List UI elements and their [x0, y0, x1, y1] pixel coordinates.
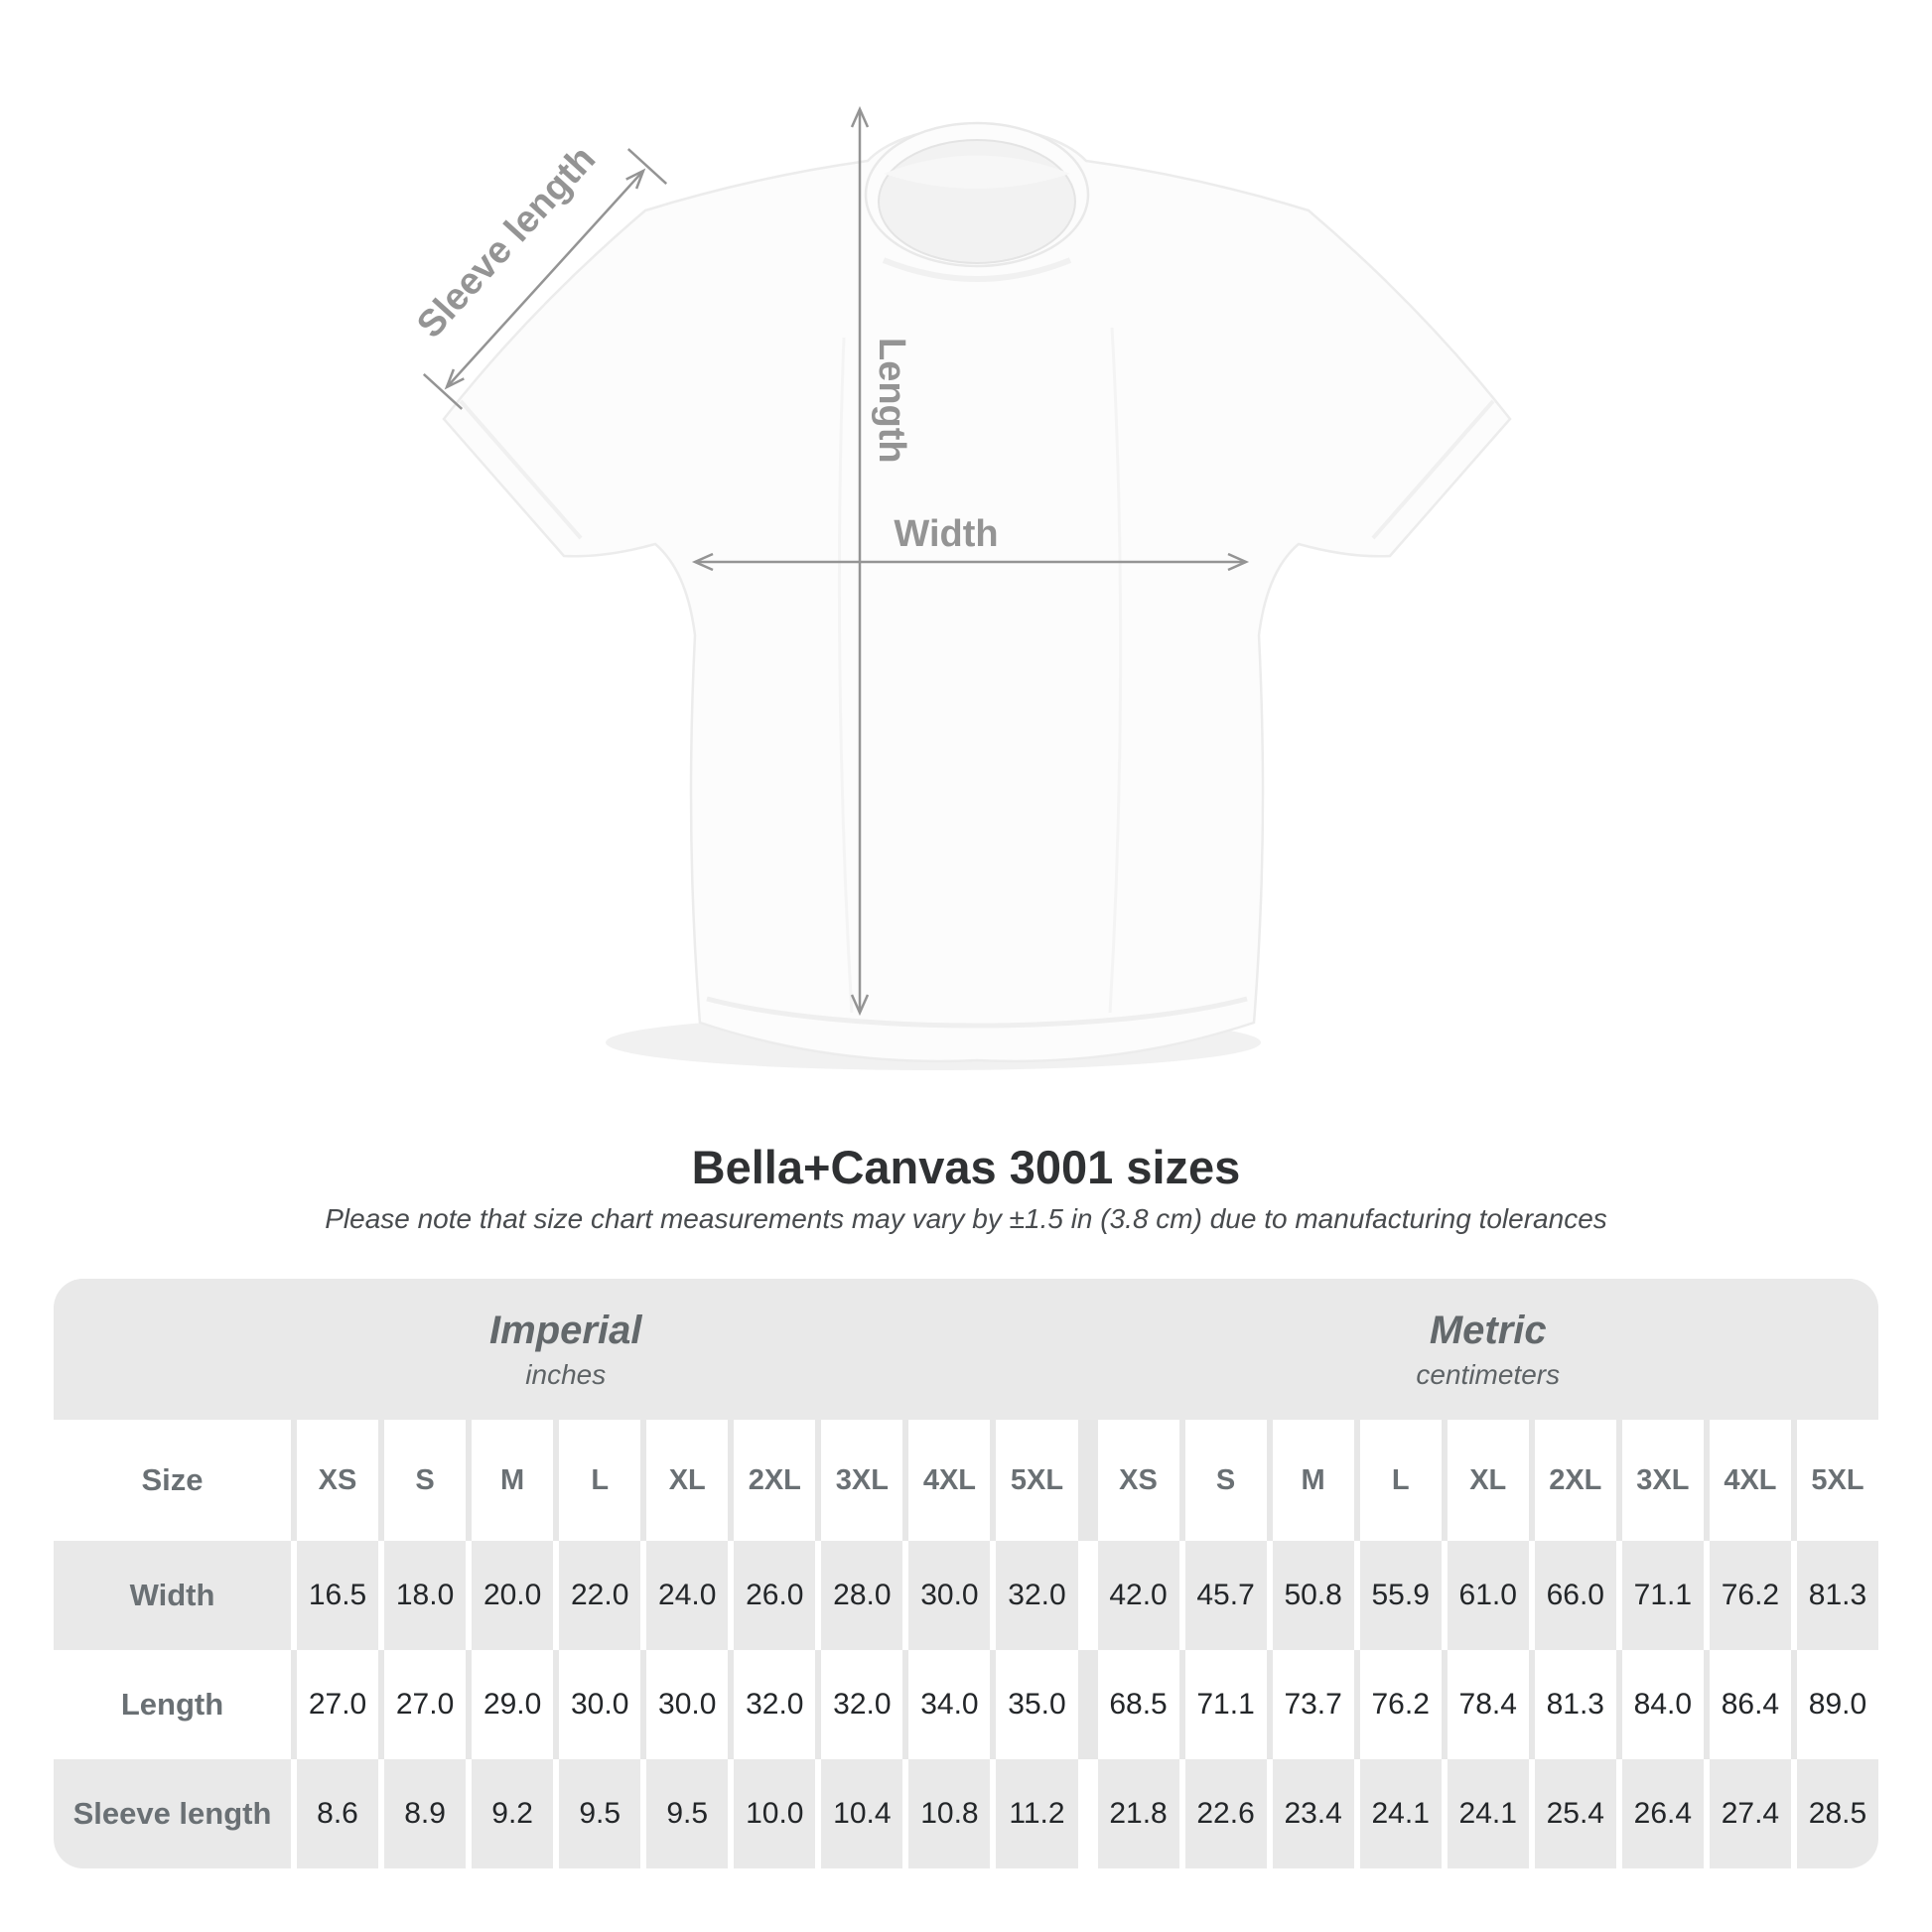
sleeve-imperial-value: 9.5: [559, 1759, 640, 1868]
row-label: Sleeve length: [54, 1759, 291, 1868]
sleeve-length-label: Sleeve length: [409, 138, 605, 346]
sleeve-imperial-value: 10.8: [908, 1759, 990, 1868]
width-metric-value: 61.0: [1448, 1541, 1529, 1650]
width-metric-value: 50.8: [1273, 1541, 1354, 1650]
size-header: 4XL: [908, 1420, 990, 1541]
unit-header-row: [54, 1279, 1878, 1420]
sleeve-imperial-value: 10.0: [734, 1759, 815, 1868]
sleeve-metric-value: 25.4: [1535, 1759, 1616, 1868]
size-column-header: Size: [54, 1420, 291, 1541]
table-row-width: [54, 1541, 1878, 1650]
width-metric-value: 76.2: [1710, 1541, 1791, 1650]
length-imperial-value: 34.0: [908, 1650, 990, 1759]
length-imperial-value: 32.0: [734, 1650, 815, 1759]
size-header: 4XL: [1710, 1420, 1791, 1541]
section-gap: [1084, 1650, 1092, 1759]
length-metric-value: 81.3: [1535, 1650, 1616, 1759]
length-metric-value: 78.4: [1448, 1650, 1529, 1759]
length-metric-value: 73.7: [1273, 1650, 1354, 1759]
row-label: Length: [54, 1650, 291, 1759]
metric-unit: centimeters: [1416, 1358, 1561, 1390]
section-gap: [1084, 1541, 1092, 1650]
size-table: [54, 1279, 1878, 1868]
metric-title: Metric: [1429, 1308, 1547, 1352]
page-subtitle: Please note that size chart measurements may vary by ±1.5 in (3.8 cm) due to manufacturing tolerances: [325, 1203, 1607, 1234]
size-header: M: [1273, 1420, 1354, 1541]
length-imperial-value: 32.0: [821, 1650, 902, 1759]
width-metric-value: 45.7: [1185, 1541, 1267, 1650]
size-header: 3XL: [821, 1420, 902, 1541]
size-header: 2XL: [734, 1420, 815, 1541]
length-imperial-value: 30.0: [559, 1650, 640, 1759]
size-header: L: [559, 1420, 640, 1541]
width-imperial-value: 24.0: [646, 1541, 728, 1650]
width-imperial-value: 28.0: [821, 1541, 902, 1650]
size-header: XS: [297, 1420, 378, 1541]
sleeve-imperial-value: 8.6: [297, 1759, 378, 1868]
size-header-row: [54, 1420, 1878, 1541]
sleeve-imperial-value: 10.4: [821, 1759, 902, 1868]
width-metric-value: 81.3: [1797, 1541, 1878, 1650]
sleeve-metric-value: 26.4: [1622, 1759, 1704, 1868]
table-row-length: [54, 1650, 1878, 1759]
imperial-title: Imperial: [489, 1308, 642, 1352]
sleeve-metric-value: 27.4: [1710, 1759, 1791, 1868]
length-metric-value: 84.0: [1622, 1650, 1704, 1759]
size-header: S: [384, 1420, 466, 1541]
width-imperial-value: 32.0: [996, 1541, 1077, 1650]
size-header: M: [472, 1420, 553, 1541]
table-row-sleeve-length: [54, 1759, 1878, 1868]
length-label: Length: [871, 338, 912, 464]
width-imperial-value: 18.0: [384, 1541, 466, 1650]
sleeve-imperial-value: 9.2: [472, 1759, 553, 1868]
sleeve-imperial-value: 8.9: [384, 1759, 466, 1868]
sleeve-metric-value: 23.4: [1273, 1759, 1354, 1868]
imperial-unit: inches: [525, 1358, 607, 1390]
size-header: XS: [1098, 1420, 1179, 1541]
sleeve-metric-value: 21.8: [1098, 1759, 1179, 1868]
width-imperial-value: 20.0: [472, 1541, 553, 1650]
sleeve-metric-value: 24.1: [1360, 1759, 1442, 1868]
length-imperial-value: 29.0: [472, 1650, 553, 1759]
size-header: L: [1360, 1420, 1442, 1541]
page-title: Bella+Canvas 3001 sizes: [691, 1141, 1241, 1193]
section-gap: [1084, 1759, 1092, 1868]
size-header: XL: [646, 1420, 728, 1541]
sleeve-metric-value: 22.6: [1185, 1759, 1267, 1868]
size-header: 3XL: [1622, 1420, 1704, 1541]
width-metric-value: 55.9: [1360, 1541, 1442, 1650]
size-header: 2XL: [1535, 1420, 1616, 1541]
length-imperial-value: 27.0: [297, 1650, 378, 1759]
width-imperial-value: 16.5: [297, 1541, 378, 1650]
width-metric-value: 66.0: [1535, 1541, 1616, 1650]
sleeve-imperial-value: 11.2: [996, 1759, 1077, 1868]
sleeve-metric-value: 28.5: [1797, 1759, 1878, 1868]
sleeve-metric-value: 24.1: [1448, 1759, 1529, 1868]
length-imperial-value: 30.0: [646, 1650, 728, 1759]
sleeve-imperial-value: 9.5: [646, 1759, 728, 1868]
metric-header: [1098, 1279, 1879, 1420]
imperial-header: [54, 1279, 1078, 1420]
length-imperial-value: 27.0: [384, 1650, 466, 1759]
length-metric-value: 76.2: [1360, 1650, 1442, 1759]
size-header: S: [1185, 1420, 1267, 1541]
size-header: 5XL: [1797, 1420, 1878, 1541]
section-gap: [1084, 1279, 1092, 1420]
width-metric-value: 42.0: [1098, 1541, 1179, 1650]
length-metric-value: 86.4: [1710, 1650, 1791, 1759]
length-metric-value: 68.5: [1098, 1650, 1179, 1759]
width-label: Width: [894, 513, 999, 555]
width-imperial-value: 26.0: [734, 1541, 815, 1650]
size-header: XL: [1448, 1420, 1529, 1541]
width-metric-value: 71.1: [1622, 1541, 1704, 1650]
width-imperial-value: 30.0: [908, 1541, 990, 1650]
row-label: Width: [54, 1541, 291, 1650]
width-imperial-value: 22.0: [559, 1541, 640, 1650]
length-metric-value: 89.0: [1797, 1650, 1878, 1759]
length-imperial-value: 35.0: [996, 1650, 1077, 1759]
size-header: 5XL: [996, 1420, 1077, 1541]
section-gap: [1084, 1420, 1092, 1541]
length-metric-value: 71.1: [1185, 1650, 1267, 1759]
